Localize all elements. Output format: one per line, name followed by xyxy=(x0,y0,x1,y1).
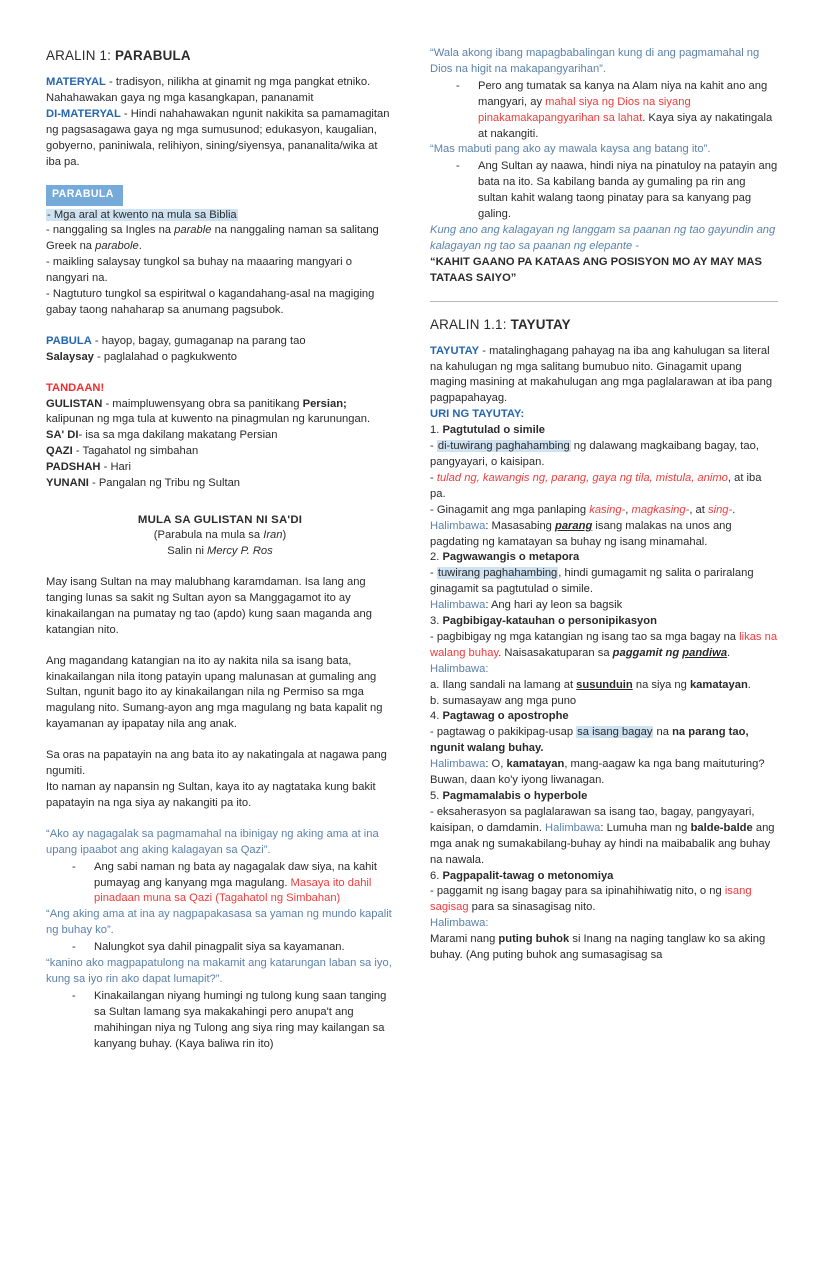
tayutay-body: - matalinghagang pahayag na iba ang kahulugan sa literal na kahulugan ng mga salitang bumubuo nito. Ginagamit upang maging masining at makahulugan ang mga paglalarawan at iba pang pagpapahayag. xyxy=(430,344,773,405)
spacer xyxy=(46,366,394,381)
type-3-line-1-c: . xyxy=(727,646,731,659)
type-3-example-a-3: . xyxy=(747,678,751,691)
dialogue-bullet-1-highlight: Masaya ito dahil pinadaan muna sa Qazi (Tagahatol ng Simbahan) xyxy=(94,876,372,905)
dialogue-bullet-4 xyxy=(430,79,778,143)
tayutay-type-6-line-1 xyxy=(430,884,778,916)
type-4-line-1-bold: na parang tao, ngunit walang buhay. xyxy=(430,726,749,755)
parabula-point-3: - maikling salaysay tungkol sa buhay na maaaring mangyari o nangyari na. xyxy=(46,256,352,285)
tayutay-type-4-number: 4. xyxy=(430,710,443,723)
dialogue-bullet-3-body: Kinakailangan niyang humingi ng tulong kung saan tanging sa Sultan lamang sya makakahingi pero anupa't ang mahihingan niya ng Tulong ang siya ring may kailangan sa kanyang buhay. (Kaya baliwa rin ito) xyxy=(94,989,387,1050)
type-1-line-1-rest: ng dalawang magkaibang bagay, tao, pangyayari, o kaisipan. xyxy=(430,440,759,468)
lesson-1-1-title xyxy=(430,315,778,334)
tayutay-type-4-example-line-2: Buwan, daan ko'y iyong liwanagan. xyxy=(430,774,605,787)
dialogue-bullet-1 xyxy=(46,860,394,908)
type-1-dash: - xyxy=(430,440,437,453)
parabula-point-2-e: . xyxy=(138,240,142,253)
dialogue-bullet-1-body xyxy=(94,860,394,908)
tayutay-type-3-example-b: b. sumasayaw ang mga puno xyxy=(430,694,577,707)
dialogue-quote-5: “Mas mabuti pang ako ay mawala kaysa ang batang ito”. xyxy=(430,143,711,156)
type-6-line-1-a: - paggamit ng isang bagay para sa ipinahihiwatig nito, o ng xyxy=(430,885,725,898)
left-column xyxy=(46,46,394,1052)
right-column xyxy=(430,46,778,964)
type-5-line-1-b: : Lumuha man ng xyxy=(600,821,691,834)
dialogue-bullet-5 xyxy=(430,159,778,223)
type-1-example-b: isang malakas na unos ang pagdating ng kamatayan sa buhay ng isang minamahal. xyxy=(430,519,732,548)
salaysay-definition xyxy=(46,350,394,366)
tayutay-type-6-number: 6. xyxy=(430,869,443,882)
tayutay-type-6-name: Pagpapalit-tawag o metonomiya xyxy=(442,869,614,882)
parabole-italic: parabole xyxy=(95,240,139,253)
dialogue-bullet-4-text-b: . Kaya siya ay nakatingala at nakangiti. xyxy=(478,111,773,140)
spacer xyxy=(46,639,394,654)
persian-keyword: Persian; xyxy=(302,397,347,410)
type-1-example-a: : Masasabing xyxy=(485,519,555,532)
story-subtitle xyxy=(46,528,394,544)
story-translator-name: Mercy P. Ros xyxy=(207,545,273,558)
materyal-body: - tradisyon, nilikha at ginamit ng mga pangkat etniko. Nahahawakan gaya ng mga kasangkapan, pananamit xyxy=(46,76,371,104)
tayutay-type-1-heading xyxy=(430,423,778,439)
sadi-body: - isa sa mga dakilang makatang Persian xyxy=(78,429,278,442)
dialogue-bullet-4-text-a: Pero ang tumatak sa kanya na Alam niya na kahit ano ang mangyari, ay xyxy=(478,79,768,108)
dialogue-quote-1: “Ako ay nagagalak sa pagmamahal na ibinigay ng aking ama at ina upang ipaabot ang aking kalagayan sa Qazi”. xyxy=(46,827,379,856)
spacer xyxy=(46,733,394,748)
spacer xyxy=(46,319,394,334)
bullet-dash-icon: - xyxy=(72,989,76,1002)
type-1-line-3-c: , at xyxy=(689,503,708,516)
type-1-line-3-a: - Ginagamit ang mga panlaping xyxy=(430,503,590,516)
lesson-1-1-label: ARALIN 1.1: xyxy=(430,316,507,332)
tayutay-type-4-example xyxy=(430,757,778,773)
two-column-layout xyxy=(46,46,798,1052)
tayutay-type-3-number: 3. xyxy=(430,615,443,628)
tayutay-keyword: TAYUTAY xyxy=(430,344,480,357)
di-materyal-body: - Hindi nahahawakan ngunit nakikita sa pamamagitan ng pagsasagawa gaya ng mga sumusunod; edukasyon, kaugalian, gobyerno, paniniwala, relihiyon, sining/siyensya, pananalita/wika at iba pa. xyxy=(46,107,390,168)
type-3-line-1-b: . Naisasakatuparan sa xyxy=(498,646,613,659)
tandaan-heading: TANDAAN! xyxy=(46,381,105,394)
tayutay-type-5-number: 5. xyxy=(430,790,443,802)
parabula-point-2-c: na nanggaling naman sa salitang Greek na xyxy=(46,224,379,253)
story-translator-label: Salin ni xyxy=(167,545,208,558)
tayutay-type-1-line-3 xyxy=(430,503,778,519)
spacer xyxy=(46,812,394,827)
type-4-kamatayan: kamatayan xyxy=(506,758,565,771)
salaysay-keyword: Salaysay xyxy=(46,350,94,363)
parabula-badge: PARABULA xyxy=(46,185,123,205)
tayutay-definition xyxy=(430,344,778,408)
parabula-point-1 xyxy=(46,208,394,224)
story-subtitle-a: (Parabula na mula sa xyxy=(153,529,264,542)
tayutay-type-1-example xyxy=(430,519,778,551)
type-6-puting-buhok: puting buhok xyxy=(498,933,570,946)
type-4-example-a: : O, xyxy=(485,758,507,771)
parable-italic: parable xyxy=(174,224,212,237)
parabula-point-2-a: - nanggaling sa Ingles na xyxy=(46,224,175,237)
tayutay-type-2-heading xyxy=(430,550,778,566)
tayutay-type-4-line-1 xyxy=(430,725,778,757)
story-origin-italic: Iran xyxy=(263,529,283,542)
type-2-line-1-rest: , hindi gumagamit ng salita o pariralang ginagamit sa pagtutulad o simile. xyxy=(430,567,754,596)
dialogue-bullet-4-highlight: mahal siya ng Dios na siyang pinakamakapangyarihan sa lahat xyxy=(478,95,691,124)
gulistan-keyword: GULISTAN xyxy=(46,397,103,410)
materyal-definition xyxy=(46,75,394,107)
type-1-affix-magkasing: magkasing- xyxy=(631,503,690,516)
sadi-definition xyxy=(46,428,394,444)
type-6-example-b: si Inang na naging tanglaw ko sa aking buhay. (Ang puting buhok ang sumasagisag sa xyxy=(430,933,766,962)
tayutay-type-2-example xyxy=(430,598,778,614)
parabula-point-4: - Nagtuturo tungkol sa espiritwal o kagandahang-asal na magiging gabay taong nahaharap sa anumang pagsubok. xyxy=(46,288,375,316)
tayutay-type-5-heading xyxy=(430,789,778,805)
type-2-example-label: Halimbawa xyxy=(430,599,486,612)
tayutay-type-3-heading xyxy=(430,614,778,630)
tayutay-type-2-number: 2. xyxy=(430,551,443,564)
type-4-line-1-b: na xyxy=(653,726,673,739)
type-3-line-1-a: - pagbibigay ng mga katangian ng isang tao sa mga bagay na xyxy=(430,630,740,643)
tayutay-type-4-heading xyxy=(430,709,778,725)
type-4-highlight: sa isang bagay xyxy=(577,726,653,739)
salaysay-body: - paglalahad o pagkukwento xyxy=(93,350,237,363)
di-materyal-definition xyxy=(46,107,394,171)
type-3-paggamit: paggamit ng xyxy=(612,646,683,659)
padshah-definition xyxy=(46,460,394,476)
tayutay-type-4-name: Pagtawag o apostrophe xyxy=(442,710,569,723)
dialogue-bullet-5-body: Ang Sultan ay naawa, hindi niya na pinatuloy na patayin ang bata na ito. Sa kabilang banda ay gumaling pa rin ang sultan kahit walang taong pinatay para sa kanyang pag galing. xyxy=(478,160,778,221)
type-2-example-text: : Ang hari ay leon sa bagsik xyxy=(485,599,623,612)
story-subtitle-c: ) xyxy=(282,529,287,542)
tayutay-type-1-name: Pagtutulad o simile xyxy=(442,424,546,437)
padshah-keyword: PADSHAH xyxy=(46,461,101,474)
story-paragraph-3-line-2: Ito naman ay napansin ng Sultan, kaya ito ay nagtataka kung bakit papatayin na nga siya ay nakangiti pa ito. xyxy=(46,780,376,809)
type-3-kamatayan: kamatayan xyxy=(689,678,748,691)
parabula-point-2 xyxy=(46,223,394,255)
qazi-definition xyxy=(46,444,394,460)
padshah-body: - Hari xyxy=(100,461,131,474)
type-3-pandiwa: pandiwa xyxy=(682,646,728,659)
tayutay-type-1-number: 1. xyxy=(430,424,443,437)
section-divider xyxy=(430,301,778,302)
story-translator xyxy=(46,544,394,560)
type-3-susunduin: susunduin xyxy=(576,678,633,691)
dialogue-quote-2: “Ang aking ama at ina ay nagpapakasasa sa yaman ng mundo kapalit ng buhay ko”. xyxy=(46,908,392,937)
spacer xyxy=(46,560,394,575)
dialogue-quote-4: “Wala akong ibang mapagbabalingan kung di ang pagmamahal ng Dios na higit na makapangyarihan”. xyxy=(430,47,760,75)
type-1-line-3-b: , xyxy=(625,503,632,516)
tayutay-type-6-example xyxy=(430,932,778,964)
type-4-example-b: , mang-aagaw ka nga bang maituturing? xyxy=(564,758,765,771)
type-3-example-a-2: na siya ng xyxy=(632,678,690,691)
tayutay-type-6-example-label: Halimbawa: xyxy=(430,917,489,930)
type-5-line-1-c: ang mga anak ng sumakabilang-buhay ay hindi na maibabalik ang buhay na nawala. xyxy=(430,821,775,866)
yunani-keyword: YUNANI xyxy=(46,477,89,490)
type-1-example-label: Halimbawa xyxy=(430,519,486,532)
type-1-example-keyword: parang xyxy=(555,519,593,532)
lesson-1-label: ARALIN 1: xyxy=(46,48,112,63)
type-5-balde-balde: balde-balde xyxy=(690,821,753,834)
persian-body: kalipunan ng mga tula at kuwento na pinagmulan ng karunungan. xyxy=(46,413,371,426)
yunani-body: - Pangalan ng Tribu ng Sultan xyxy=(88,477,241,490)
di-materyal-keyword: DI-MATERYAL xyxy=(46,107,121,120)
type-4-example-label: Halimbawa xyxy=(430,758,486,771)
type-1-line-2-dash: - xyxy=(430,471,437,484)
tayutay-type-5-name: Pagmamalabis o hyperbole xyxy=(442,790,588,802)
gulistan-body: - maimpluwensyang obra sa panitikang xyxy=(102,397,303,410)
pabula-keyword: PABULA xyxy=(46,334,92,347)
tayutay-type-3-line-1 xyxy=(430,630,778,662)
parabula-badge-wrap xyxy=(46,185,394,207)
bullet-dash-icon: - xyxy=(72,860,76,873)
tayutay-type-1-line-1 xyxy=(430,439,778,471)
dialogue-bullet-4-body xyxy=(478,79,778,143)
spacer xyxy=(46,170,394,185)
type-3-example-a-1: a. Ilang sandali na lamang at xyxy=(430,678,577,691)
type-1-affix-sing: sing- xyxy=(708,503,733,516)
dialogue-quote-3: “kanino ako magpapatulong na makamit ang katarungan laban sa iyo, kung sa iyo rin ako dapat lumapit?”. xyxy=(46,957,392,985)
story-paragraph-2: Ang magandang katangian na ito ay nakita nila sa isang bata, kinakailangan nila itong patayin upang malunasan at gumaling ang Sultan, ngunit bago ito ay kinakailangan nila ng Permiso sa mga magulang nito. Sumang-ayon ang mga magulang ng bata kapalit ng kayamanan ay ipapatay nila ang anak. xyxy=(46,654,383,731)
spacer xyxy=(46,492,394,512)
dialogue-bullet-1-text: Ang sabi naman ng bata ay nagagalak daw siya, na kahit pumayag ang kanyang mga magulang. xyxy=(94,860,377,889)
tayutay-type-3-name: Pagbibigay-katauhan o personipikasyon xyxy=(442,615,657,628)
tayutay-type-2-line-1 xyxy=(430,566,778,598)
bullet-dash-icon: - xyxy=(456,160,460,173)
qazi-keyword: QAZI xyxy=(46,445,73,458)
materyal-keyword: MATERYAL xyxy=(46,76,106,89)
tayutay-type-3-example-label: Halimbawa: xyxy=(430,662,489,675)
story-paragraph-1: May isang Sultan na may malubhang karamdaman. Isa lang ang tanging lunas sa sakit ng Sultan ayon sa Manggagamot ito ay kinakailangan na pumatay ng tao (apdo) kung saan maganda ang katangian nito. xyxy=(46,576,372,636)
type-1-highlight: di-tuwirang paghahambing xyxy=(437,440,570,453)
type-5-line-1-a: - eksaherasyon sa paglalarawan sa isang tao, bagay, pangyayari, kaisipan, o damdamin. xyxy=(430,805,755,834)
type-6-isang-sagisag: isang sagisag xyxy=(430,885,752,914)
sadi-keyword: SA' DI xyxy=(46,429,79,442)
moral-bold-line: “KAHIT GAANO PA KATAAS ANG POSISYON MO AY MAY MAS TATAAS SAIYO” xyxy=(430,255,762,284)
lesson-1-title xyxy=(46,46,394,65)
type-1-simile-markers: tulad ng, kawangis ng, parang, gaya ng tila, mistula, animo xyxy=(436,471,728,484)
type-2-dash: - xyxy=(430,567,437,580)
bullet-dash-icon: - xyxy=(456,79,460,92)
lesson-1-1-name: TAYUTAY xyxy=(510,316,571,332)
pabula-body: - hayop, bagay, gumaganap na parang tao xyxy=(91,334,306,347)
tayutay-type-6-heading xyxy=(430,869,778,885)
type-5-example-label: Halimbawa xyxy=(545,821,601,834)
dialogue-bullet-3 xyxy=(46,989,394,1053)
gulistan-definition xyxy=(46,397,394,429)
story-paragraph-3-line-1: Sa oras na papatayin na ang bata ito ay nakatingala at nagawa pang ngumiti. xyxy=(46,749,387,778)
type-3-highlight-red: likas na walang buhay xyxy=(430,630,778,659)
uri-ng-tayutay-heading: URI NG TAYUTAY: xyxy=(430,408,525,421)
yunani-definition xyxy=(46,476,394,492)
tayutay-type-5-line-1 xyxy=(430,805,778,869)
dialogue-bullet-2 xyxy=(46,940,394,956)
parabula-point-1-text: - Mga aral at kwento na mula sa Biblia xyxy=(47,208,237,221)
type-1-affix-kasing: kasing- xyxy=(589,503,626,516)
tayutay-type-3-example-a xyxy=(430,678,778,694)
story-title: MULA SA GULISTAN NI SA'DI xyxy=(137,514,303,526)
tayutay-type-2-name: Pagwawangis o metapora xyxy=(442,551,580,564)
dialogue-bullet-2-body: Nalungkot sya dahil pinagpalit siya sa kayamanan. xyxy=(94,941,345,954)
type-6-example-a: Marami nang xyxy=(430,933,499,946)
moral-italic-line: Kung ano ang kalagayan ng langgam sa paanan ng tao gayundin ang kalagayan ng tao sa paanan ng elepante - xyxy=(430,223,776,252)
bullet-dash-icon: - xyxy=(72,941,76,954)
type-2-highlight: tuwirang paghahambing xyxy=(437,567,558,580)
type-1-line-3-d: . xyxy=(732,503,736,516)
pabula-definition xyxy=(46,334,394,350)
type-4-line-1-a: - pagtawag o pakikipag-usap xyxy=(430,726,577,739)
type-6-line-1-b: para sa sinasagisag nito. xyxy=(468,901,596,914)
tayutay-type-1-line-2 xyxy=(430,471,778,503)
qazi-body: - Tagahatol ng simbahan xyxy=(72,445,199,458)
lesson-1-name: PARABULA xyxy=(114,48,191,63)
type-1-line-2-rest: , at iba pa. xyxy=(430,471,762,500)
